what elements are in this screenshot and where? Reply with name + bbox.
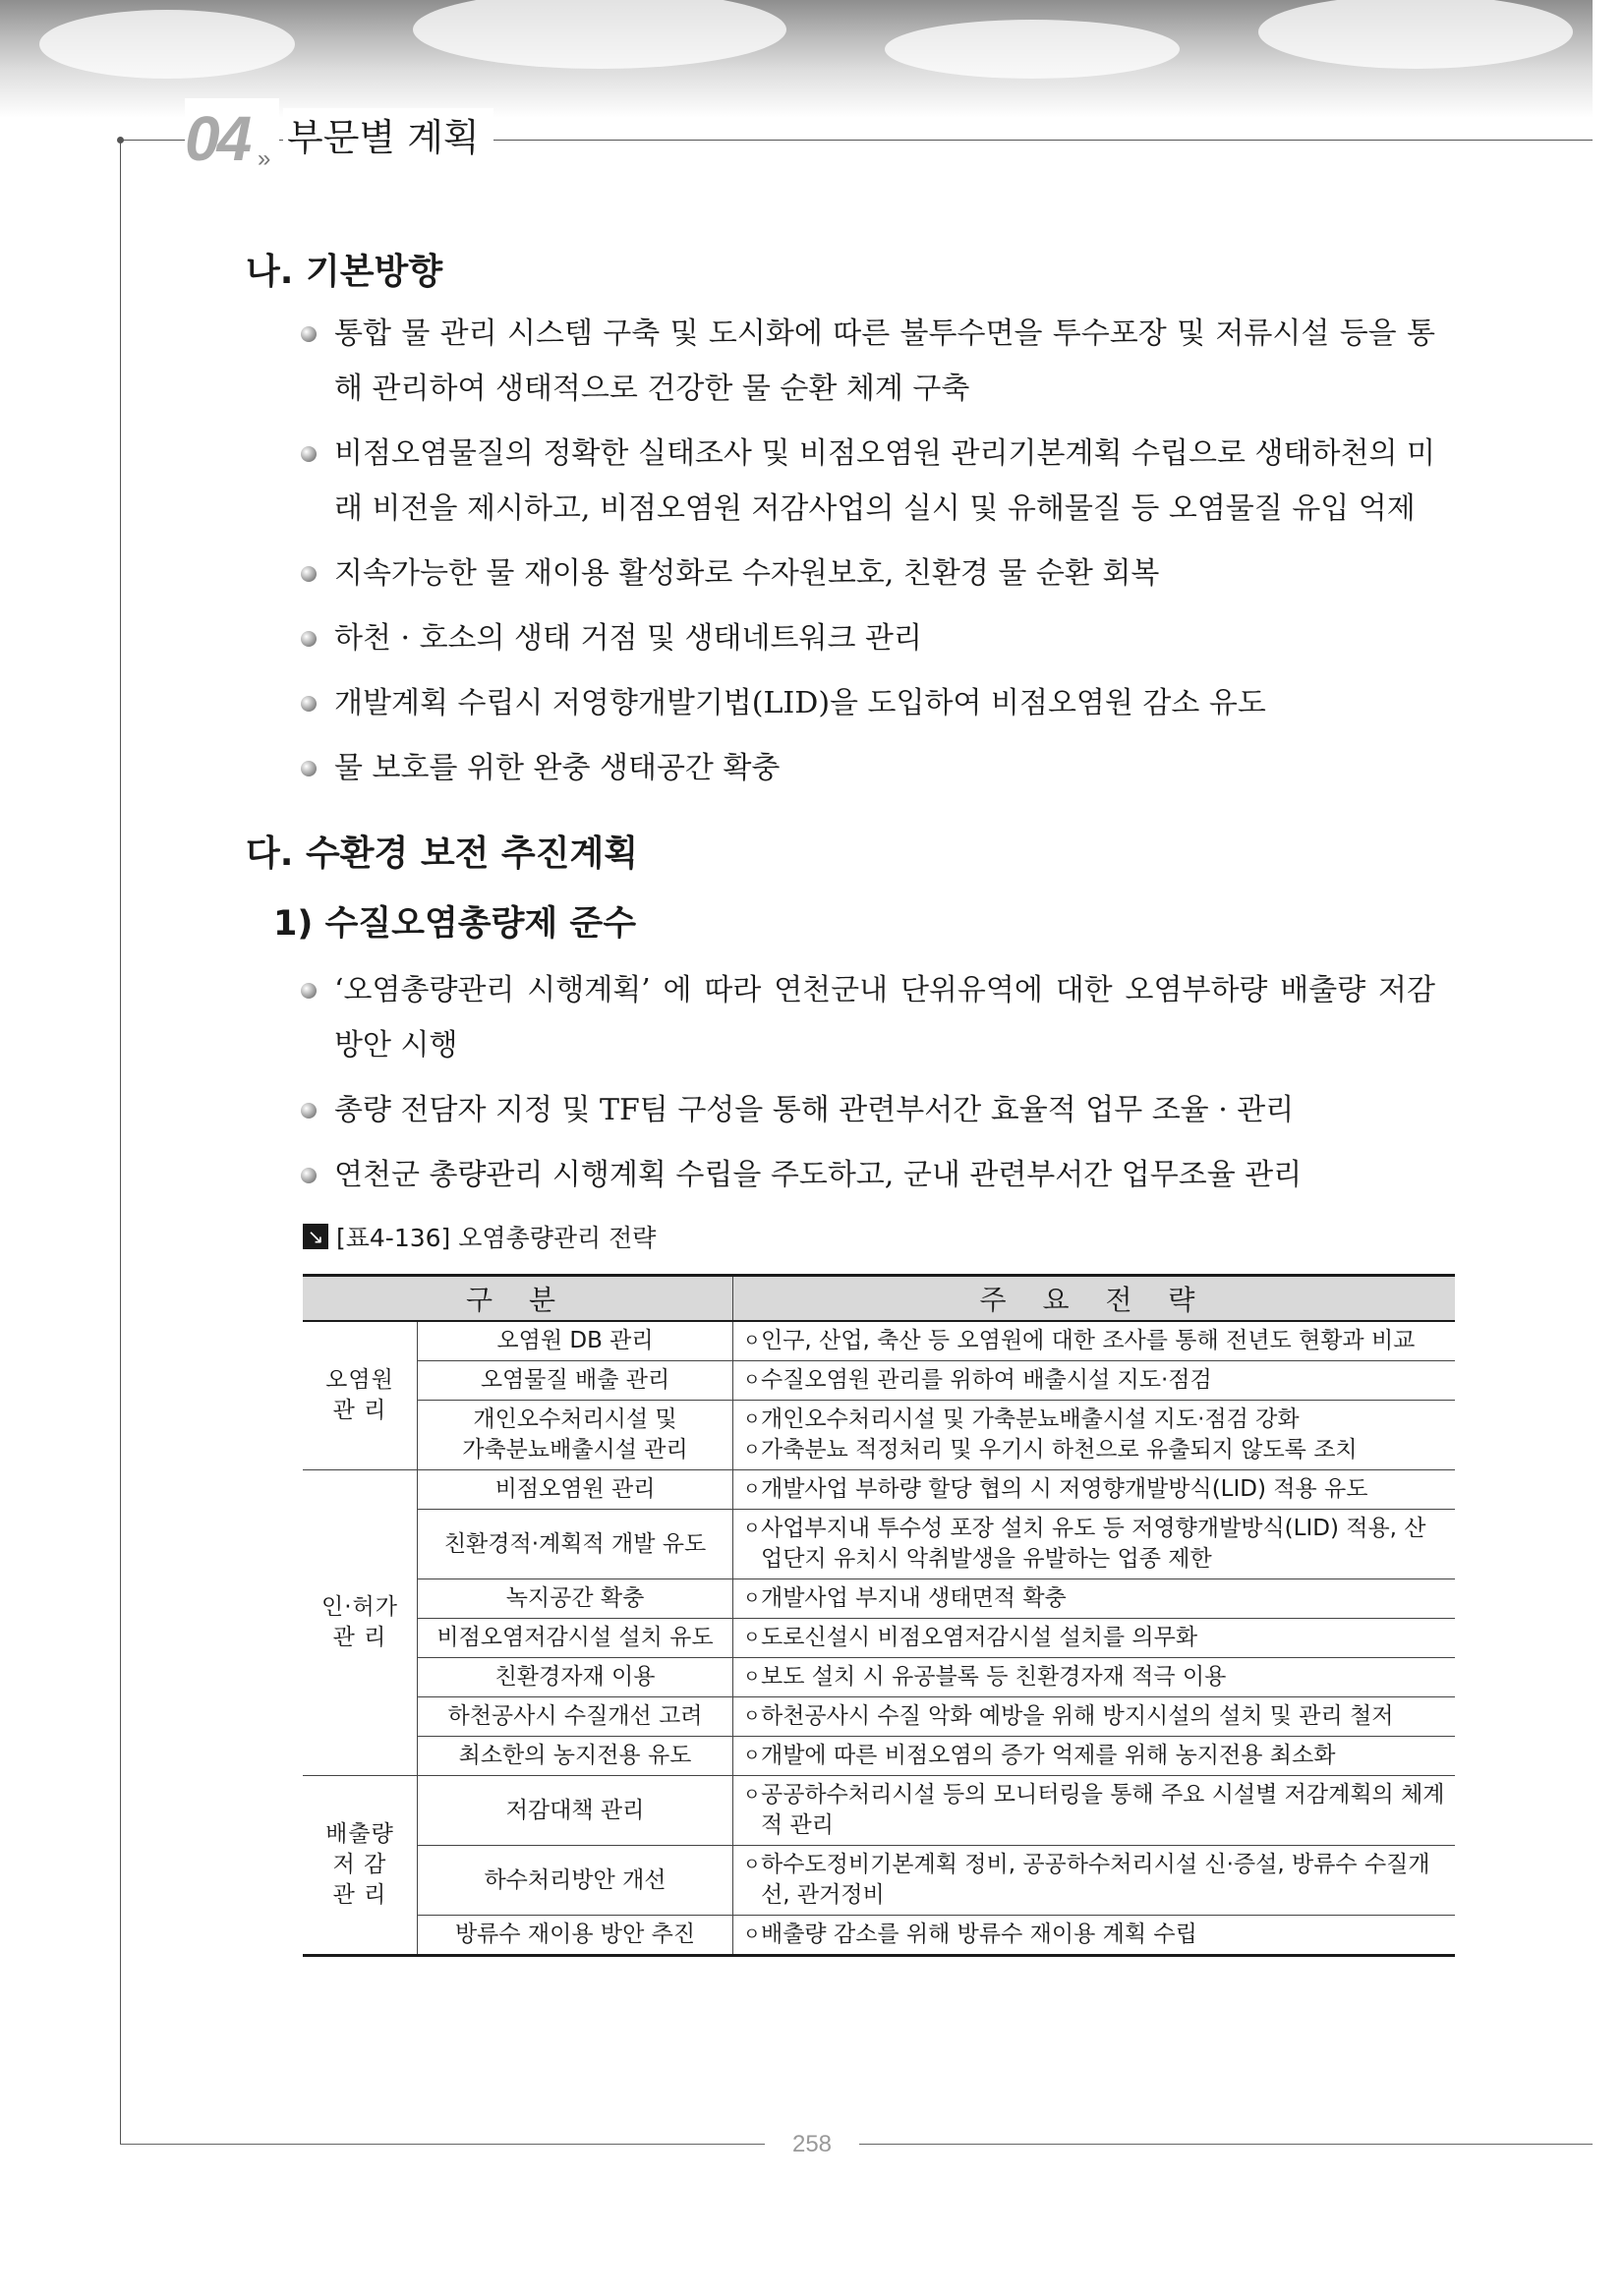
desc-text: 하천공사시 수질 악화 예방을 위해 방지시설의 설치 및 관리 철저 — [761, 1703, 1394, 1729]
circle-bullet-icon: ㅇ — [743, 1924, 761, 1945]
desc-line — [743, 1623, 1445, 1653]
desc-text: 개인오수처리시설 및 가축분뇨배출시설 지도·점검 강화 — [761, 1406, 1300, 1432]
table-row — [303, 1361, 1455, 1401]
table-row — [303, 1846, 1455, 1916]
circle-bullet-icon: ㅇ — [743, 1785, 761, 1806]
arrow-icon: ↘ — [303, 1224, 328, 1249]
section-heading-water-plan: 다. 수환경 보전 추진계획 — [246, 833, 639, 874]
desc-cell — [733, 1619, 1456, 1658]
circle-bullet-icon: ㅇ — [743, 1519, 761, 1539]
desc-line — [743, 1741, 1445, 1771]
circle-bullet-icon: ㅇ — [743, 1409, 761, 1430]
basic-direction-list — [295, 307, 1435, 806]
desc-text: 개발사업 부하량 할당 협의 시 저영향개발방식(LID) 적용 유도 — [761, 1476, 1368, 1502]
list-item-text: 물 보호를 위한 완충 생태공간 확충 — [334, 751, 781, 785]
desc-cell — [733, 1776, 1456, 1846]
column-header-category: 구 분 — [303, 1276, 733, 1322]
list-item-text: 비점오염물질의 정확한 실태조사 및 비점오염원 관리기본계획 수립으로 생태하천의 미래 비전을 제시하고, 비점오염원 저감사업의 실시 및 유해물질 등 오염물질 유입 억제 — [334, 436, 1435, 526]
circle-bullet-icon: ㅇ — [743, 1479, 761, 1500]
bullet-icon — [301, 326, 317, 342]
item-cell: 개인오수처리시설 및 가축분뇨배출시설 관리 — [418, 1401, 733, 1470]
desc-cell — [733, 1321, 1456, 1361]
bullet-icon — [301, 696, 317, 712]
circle-bullet-icon: ㅇ — [743, 1746, 761, 1766]
bullet-icon — [301, 983, 317, 999]
list-item-text: 총량 전담자 지정 및 TF팀 구성을 통해 관련부서간 효율적 업무 조율 · 관리 — [334, 1093, 1295, 1127]
bullet-icon — [301, 566, 317, 582]
desc-line — [743, 1920, 1445, 1950]
table-row — [303, 1579, 1455, 1619]
page-number: 258 — [765, 2125, 859, 2164]
item-cell: 비점오염저감시설 설치 유도 — [418, 1619, 733, 1658]
table-row — [303, 1697, 1455, 1737]
desc-line — [743, 1405, 1445, 1435]
item-cell: 녹지공간 확충 — [418, 1579, 733, 1619]
desc-line — [743, 1365, 1445, 1396]
desc-cell — [733, 1470, 1456, 1510]
cloud-shape — [413, 0, 786, 69]
circle-bullet-icon: ㅇ — [743, 1855, 761, 1875]
desc-cell — [733, 1579, 1456, 1619]
group-cell: 배출량 저 감 관 리 — [303, 1776, 418, 1956]
list-item-text: 지속가능한 물 재이용 활성화로 수자원보호, 친환경 물 순환 회복 — [334, 556, 1160, 591]
chapter-number: 04 — [185, 98, 279, 179]
desc-text: 가축분뇨 적정처리 및 우기시 하천으로 유출되지 않도록 조치 — [761, 1437, 1358, 1463]
desc-line — [743, 1514, 1445, 1575]
list-item — [295, 963, 1435, 1073]
desc-line — [743, 1662, 1445, 1693]
table-row — [303, 1916, 1455, 1956]
list-item — [295, 1083, 1435, 1138]
desc-line — [743, 1435, 1445, 1465]
bullet-icon — [301, 1103, 317, 1119]
circle-bullet-icon: ㅇ — [743, 1331, 761, 1351]
table-header-row — [303, 1276, 1455, 1322]
desc-text: 개발사업 부지내 생태면적 확충 — [761, 1585, 1067, 1611]
table-row — [303, 1401, 1455, 1470]
column-header-strategy: 주 요 전 략 — [733, 1276, 1456, 1322]
desc-text: 도로신설시 비점오염저감시설 설치를 의무화 — [761, 1625, 1198, 1650]
item-cell: 오염원 DB 관리 — [418, 1321, 733, 1361]
cloud-shape — [39, 10, 295, 79]
item-cell: 방류수 재이용 방안 추진 — [418, 1916, 733, 1956]
desc-cell — [733, 1846, 1456, 1916]
cloud-shape — [885, 20, 1180, 79]
desc-text: 수질오염원 관리를 위하여 배출시설 지도·점검 — [761, 1367, 1212, 1393]
bullet-icon — [301, 631, 317, 647]
tmdl-list — [295, 963, 1435, 1213]
item-cell: 최소한의 농지전용 유도 — [418, 1737, 733, 1776]
list-item — [295, 546, 1435, 602]
circle-bullet-icon: ㅇ — [743, 1370, 761, 1391]
list-item-text: ‘오염총량관리 시행계획’ 에 따라 연천군내 단위유역에 대한 오염부하량 배출량 저감 방안 시행 — [334, 973, 1435, 1062]
bullet-icon — [301, 1168, 317, 1183]
circle-bullet-icon: ㅇ — [743, 1440, 761, 1461]
desc-line — [743, 1474, 1445, 1505]
list-item — [295, 611, 1435, 666]
desc-text: 인구, 산업, 축산 등 오염원에 대한 조사를 통해 전년도 현황과 비교 — [761, 1328, 1416, 1353]
desc-cell — [733, 1361, 1456, 1401]
desc-line — [743, 1583, 1445, 1614]
item-cell: 친환경적·계획적 개발 유도 — [418, 1510, 733, 1579]
list-item-text: 하천 · 호소의 생태 거점 및 생태네트워크 관리 — [334, 621, 922, 656]
desc-line — [743, 1326, 1445, 1356]
table-row — [303, 1510, 1455, 1579]
item-cell: 친환경자재 이용 — [418, 1658, 733, 1697]
group-cell: 인·허가 관 리 — [303, 1470, 418, 1776]
table-caption — [303, 1219, 656, 1254]
desc-text: 개발에 따른 비점오염의 증가 억제를 위해 농지전용 최소화 — [761, 1743, 1336, 1768]
item-cell: 하수처리방안 개선 — [418, 1846, 733, 1916]
desc-line — [743, 1850, 1445, 1911]
table-row — [303, 1470, 1455, 1510]
left-margin-rule — [120, 140, 121, 2145]
list-item-text: 개발계획 수립시 저영향개발기법(LID)을 도입하여 비점오염원 감소 유도 — [334, 686, 1266, 720]
table-row — [303, 1776, 1455, 1846]
bullet-icon — [301, 761, 317, 776]
section-heading-basic-direction: 나. 기본방향 — [246, 252, 443, 292]
item-cell: 하천공사시 수질개선 고려 — [418, 1697, 733, 1737]
cloud-shape — [1258, 0, 1573, 69]
desc-cell — [733, 1697, 1456, 1737]
desc-line — [743, 1780, 1445, 1841]
list-item — [295, 307, 1435, 417]
sub-heading-tmdl: 1) 수질오염총량제 준수 — [273, 904, 637, 944]
desc-text: 사업부지내 투수성 포장 설치 유도 등 저영향개발방식(LID) 적용, 산업단지 유치시 악취발생을 유발하는 업종 제한 — [761, 1516, 1426, 1572]
desc-text: 공공하수처리시설 등의 모니터링을 통해 주요 시설별 저감계획의 체계적 관리 — [761, 1782, 1445, 1838]
desc-line — [743, 1701, 1445, 1732]
item-cell: 저감대책 관리 — [418, 1776, 733, 1846]
table-row — [303, 1737, 1455, 1776]
group-cell: 오염원 관 리 — [303, 1321, 418, 1470]
list-item — [295, 676, 1435, 731]
desc-cell — [733, 1658, 1456, 1697]
circle-bullet-icon: ㅇ — [743, 1667, 761, 1688]
list-item-text: 통합 물 관리 시스템 구축 및 도시화에 따른 불투수면을 투수포장 및 저류시설 등을 통해 관리하여 생태적으로 건강한 물 순환 체계 구축 — [334, 316, 1435, 406]
table-row — [303, 1321, 1455, 1361]
chapter-title: 부문별 계획 — [283, 108, 493, 167]
desc-cell — [733, 1401, 1456, 1470]
table-row — [303, 1658, 1455, 1697]
list-item — [295, 427, 1435, 537]
strategy-table — [303, 1274, 1455, 1957]
table-row — [303, 1619, 1455, 1658]
item-cell: 비점오염원 관리 — [418, 1470, 733, 1510]
desc-text: 배출량 감소를 위해 방류수 재이용 계획 수립 — [761, 1922, 1197, 1947]
desc-cell — [733, 1916, 1456, 1956]
list-item-text: 연천군 총량관리 시행계획 수립을 주도하고, 군내 관련부서간 업무조율 관리 — [334, 1158, 1303, 1192]
desc-cell — [733, 1510, 1456, 1579]
item-cell: 오염물질 배출 관리 — [418, 1361, 733, 1401]
list-item — [295, 1148, 1435, 1203]
desc-cell — [733, 1737, 1456, 1776]
circle-bullet-icon: ㅇ — [743, 1628, 761, 1648]
desc-text: 보도 설치 시 유공블록 등 친환경자재 적극 이용 — [761, 1664, 1227, 1690]
circle-bullet-icon: ㅇ — [743, 1706, 761, 1727]
bullet-icon — [301, 446, 317, 462]
circle-bullet-icon: ㅇ — [743, 1588, 761, 1609]
table-caption-text: [표4-136] 오염총량관리 전략 — [336, 1224, 657, 1252]
list-item — [295, 741, 1435, 796]
desc-text: 하수도정비기본계획 정비, 공공하수처리시설 신·증설, 방류수 수질개선, 관거정비 — [761, 1852, 1430, 1908]
chapter-mark: » — [258, 145, 271, 172]
